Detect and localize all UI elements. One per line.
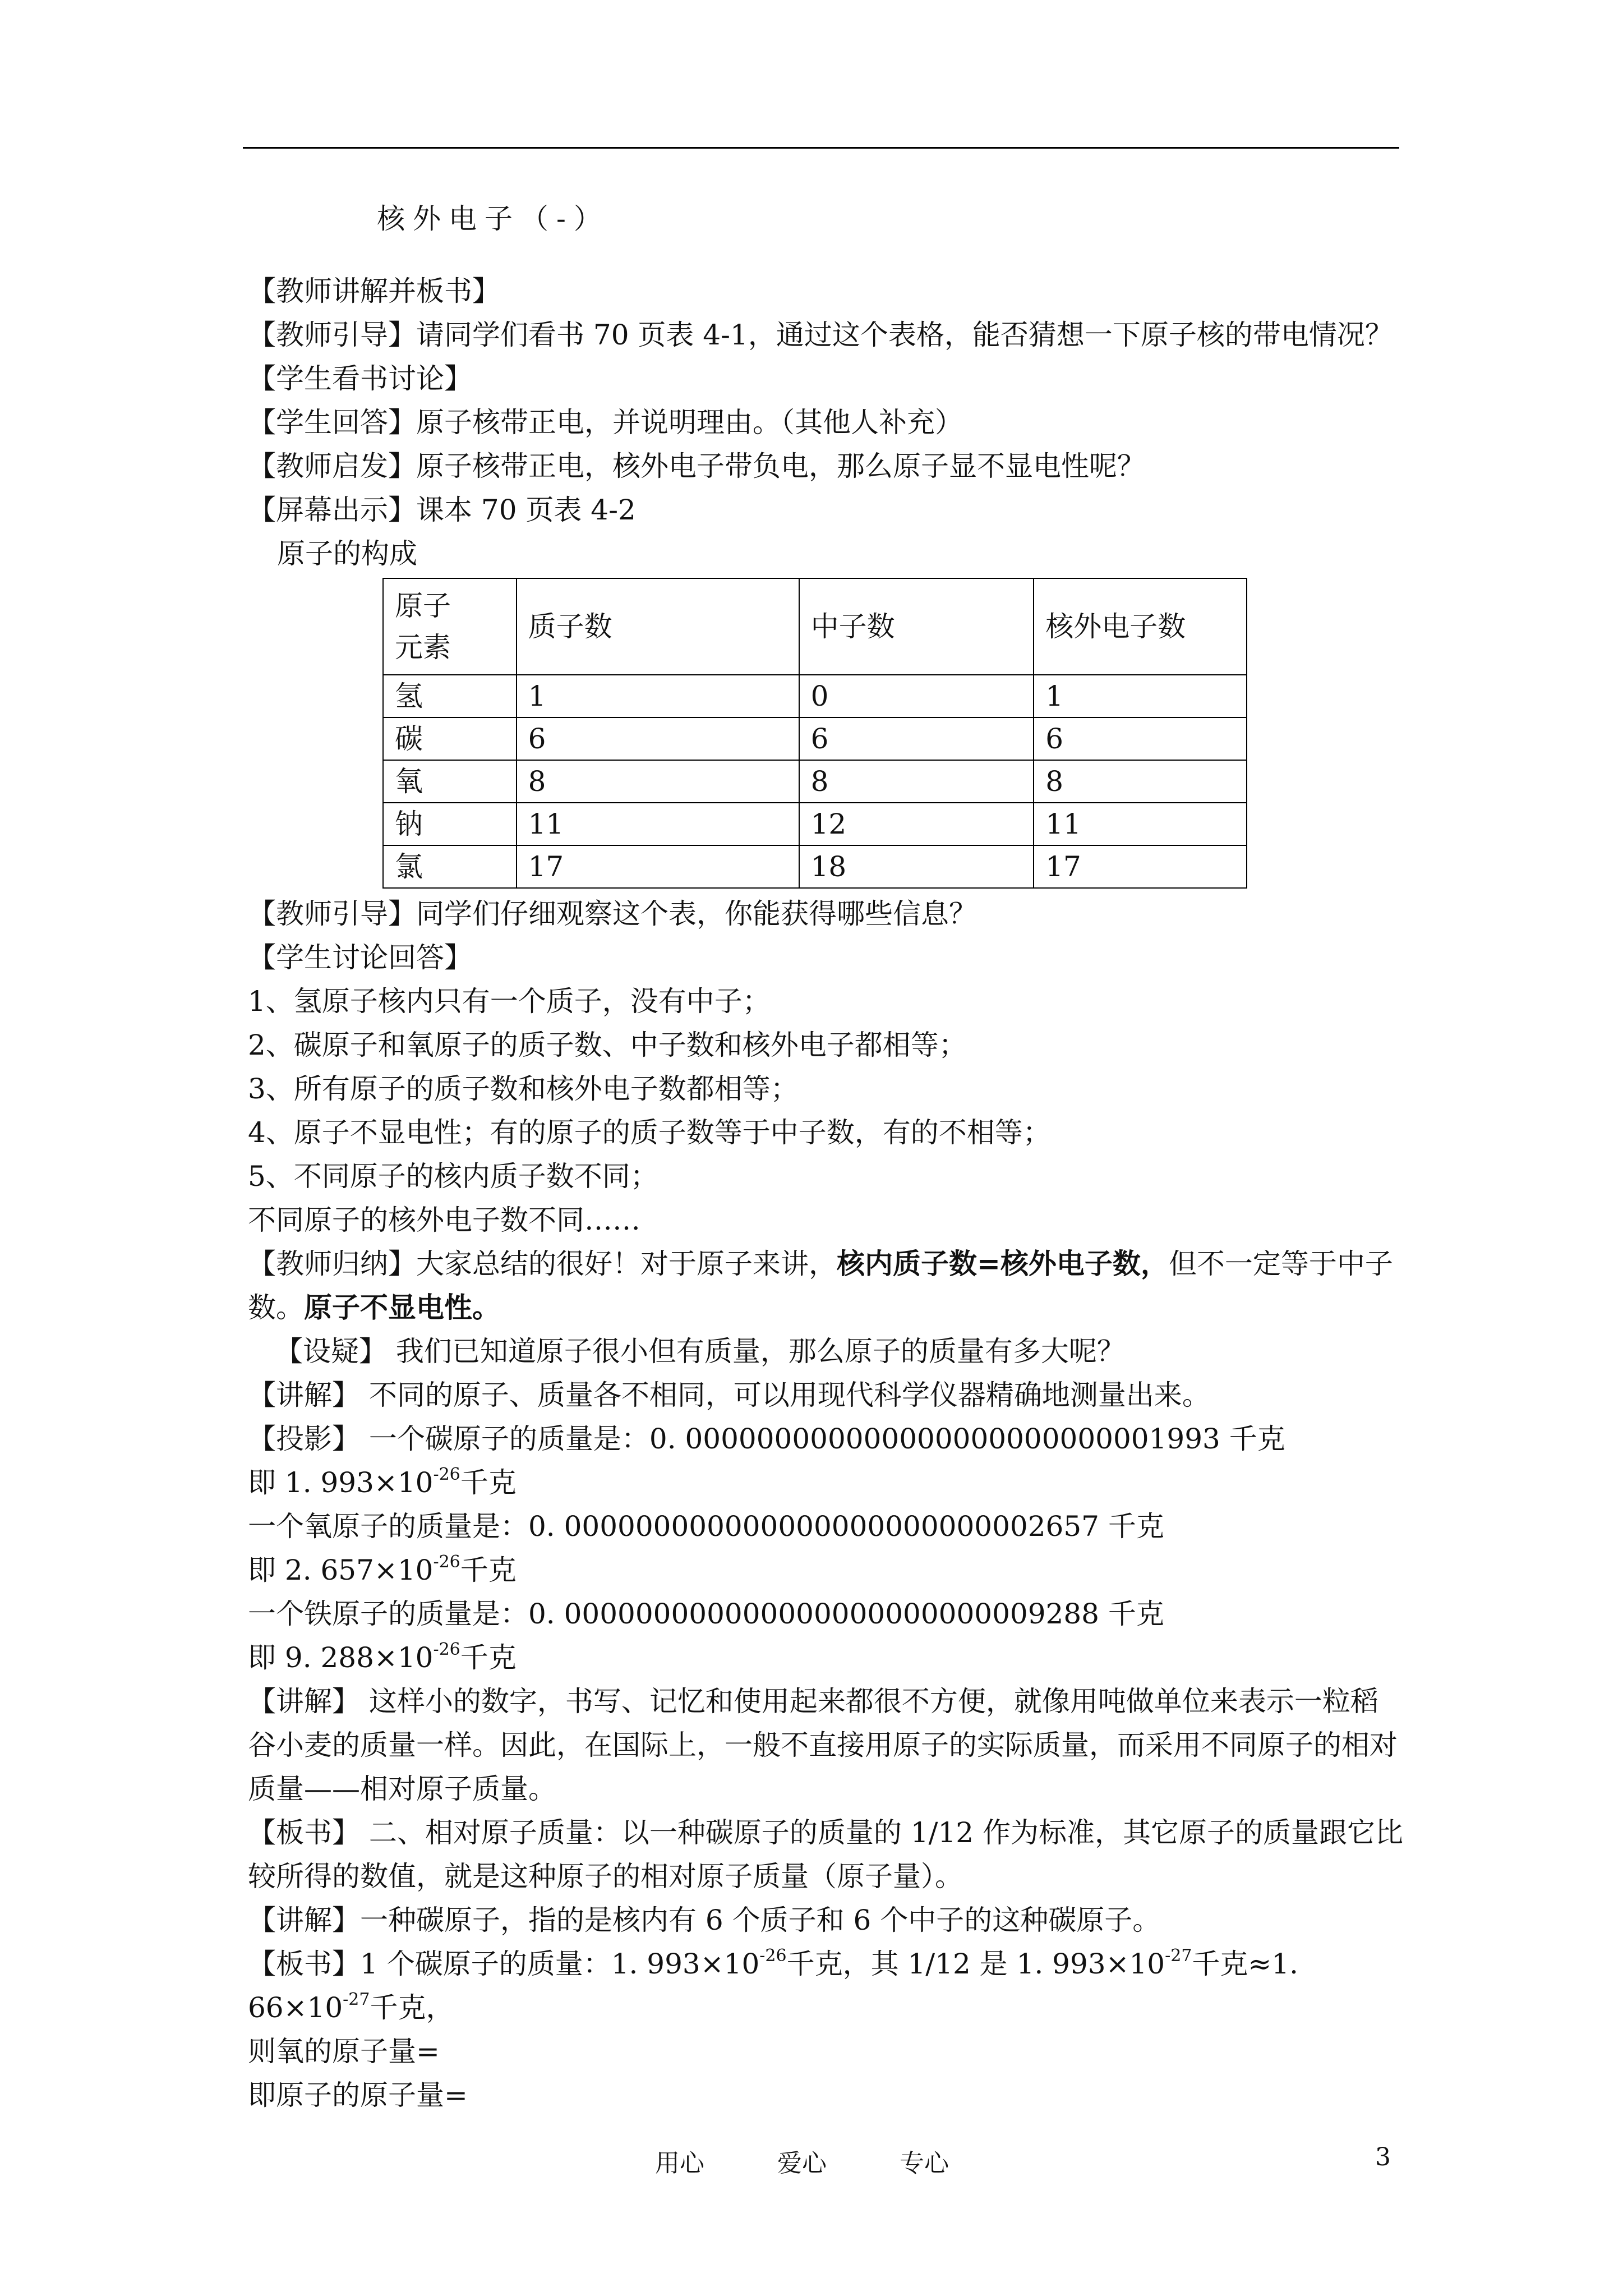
sci-base: 即 9. 288×10 — [248, 1641, 434, 1674]
formula-part: 千克≈1. 66×10 — [248, 1948, 1299, 2024]
list-item: 2、碳原子和氧原子的质子数、中子数和核外电子都相等； — [248, 1029, 967, 1061]
scientific-notation — [248, 1548, 1403, 1592]
list-item: 4、原子不显电性；有的原子的质子数等于中子数，有的不相等； — [248, 1116, 1051, 1149]
summary-middle: 但不一定等于中子数。 — [248, 1248, 1393, 1324]
sci-exponent: -26 — [433, 1640, 460, 1659]
page-title: 核外电子（-） — [377, 203, 610, 235]
table-cell: 氢 — [383, 675, 517, 717]
header-line: 原子 — [395, 590, 451, 622]
list-item: 5、不同原子的核内质子数不同； — [248, 1160, 658, 1193]
sci-unit: 千克 — [460, 1466, 517, 1499]
footer-motto — [655, 2143, 1022, 2179]
table-cell: 钠 — [383, 803, 517, 845]
table-cell: 1 — [517, 675, 799, 717]
table-cell: 17 — [1034, 845, 1247, 888]
paragraph: 【学生讨论回答】 — [248, 941, 472, 974]
paragraph: 【教师引导】请同学们看书 70 页表 4-1，通过这个表格，能否猜想一下原子核的带电情况？ — [248, 319, 1393, 351]
page-number: 3 — [1375, 2143, 1391, 2171]
table-cell: 0 — [799, 675, 1034, 717]
sci-unit: 千克 — [460, 1554, 517, 1586]
table-row — [383, 760, 1247, 803]
scientific-notation — [248, 1636, 1403, 1680]
sci-base: 即 2. 657×10 — [248, 1554, 434, 1586]
sci-exponent: -27 — [1165, 1946, 1192, 1966]
table-cell: 氯 — [383, 845, 517, 888]
summary-paragraph — [248, 1242, 1403, 1329]
paragraph: 【讲解】 这样小的数字，书写、记忆和使用起来都很不方便，就像用吨做单位来表示一粒稻谷小麦的质量一样。因此，在国际上，一般不直接用原子的实际质量，而采用不同原子的相对质量——相对原子质量。 — [248, 1685, 1398, 1805]
sci-unit: 千克 — [460, 1641, 517, 1674]
table-header-row — [383, 578, 1247, 675]
table-header-cell: 质子数 — [517, 578, 799, 675]
table-cell: 17 — [517, 845, 799, 888]
table-caption: 原子的构成 — [277, 537, 417, 570]
table-cell: 11 — [1034, 803, 1247, 845]
table-cell: 11 — [517, 803, 799, 845]
paragraph: 【设疑】 我们已知道原子很小但有质量，那么原子的质量有多大呢？ — [275, 1335, 1125, 1368]
table-cell: 12 — [799, 803, 1034, 845]
table-cell: 18 — [799, 845, 1034, 888]
table-cell: 6 — [1034, 717, 1247, 760]
paragraph: 【教师启发】原子核带正电，核外电子带负电，那么原子显不显电性呢？ — [248, 450, 1145, 482]
table-cell: 1 — [1034, 675, 1247, 717]
list-item: 1、氢原子核内只有一个质子，没有中子； — [248, 985, 771, 1018]
table-row — [383, 803, 1247, 845]
summary-bold-conclusion: 原子不显电性。 — [304, 1291, 500, 1324]
formula-part: 千克，其 1/12 是 1. 993×10 — [786, 1948, 1165, 1980]
paragraph: 【学生回答】原子核带正电，并说明理由。（其他人补充） — [248, 406, 963, 439]
paragraph: 一个氧原子的质量是：0. 000000000000000000000000002657 千克 — [248, 1510, 1164, 1543]
table-header-cell: 中子数 — [799, 578, 1034, 675]
table-cell: 8 — [799, 760, 1034, 803]
sci-exponent: -26 — [433, 1465, 460, 1484]
document-body — [248, 269, 1403, 2117]
summary-bold-equation: 核内质子数=核外电子数， — [837, 1247, 1169, 1280]
header-rule — [243, 147, 1399, 149]
sci-exponent: -26 — [433, 1552, 460, 1572]
table-cell: 碳 — [383, 717, 517, 760]
paragraph: 【教师引导】同学们仔细观察这个表，你能获得哪些信息？ — [248, 898, 977, 930]
table-header-cell: 核外电子数 — [1034, 578, 1247, 675]
board-formula — [248, 1942, 1403, 2030]
formula-part: 【板书】1 个碳原子的质量：1. 993×10 — [248, 1948, 760, 1980]
table-row — [383, 675, 1247, 717]
paragraph: 【投影】 一个碳原子的质量是：0. 000000000000000000000000001993 千克 — [248, 1423, 1285, 1455]
table-row — [383, 717, 1247, 760]
paragraph: 【教师讲解并板书】 — [248, 275, 500, 307]
table-row — [383, 845, 1247, 888]
table-cell: 8 — [1034, 760, 1247, 803]
paragraph: 【讲解】 不同的原子、质量各不相同，可以用现代科学仪器精确地测量出来。 — [248, 1379, 1210, 1411]
table-cell: 6 — [799, 717, 1034, 760]
footer-word: 爱心 — [777, 2149, 827, 2178]
header-line: 元素 — [395, 631, 451, 664]
paragraph: 【板书】 二、相对原子质量：以一种碳原子的质量的 1/12 作为标准，其它原子的质量跟它比较所得的数值，就是这种原子的相对原子质量（原子量）。 — [248, 1816, 1403, 1893]
paragraph: 【屏幕出示】课本 70 页表 4-2 — [248, 494, 636, 526]
footer-word: 专心 — [900, 2149, 949, 2178]
table-cell: 氧 — [383, 760, 517, 803]
atom-composition-table — [382, 578, 1247, 889]
paragraph: 一个铁原子的质量是：0. 000000000000000000000000009288 千克 — [248, 1598, 1164, 1630]
table-cell: 6 — [517, 717, 799, 760]
footer-word: 用心 — [655, 2149, 704, 2178]
sci-exponent: -27 — [343, 1990, 370, 2009]
paragraph: 【讲解】一种碳原子，指的是核内有 6 个质子和 6 个中子的这种碳原子。 — [248, 1904, 1161, 1936]
list-item: 不同原子的核外电子数不同…… — [248, 1204, 640, 1236]
list-item: 3、所有原子的质子数和核外电子数都相等； — [248, 1073, 799, 1105]
paragraph: 【学生看书讨论】 — [248, 362, 472, 395]
table-header-cell — [383, 578, 517, 675]
summary-prefix: 【教师归纳】大家总结的很好！对于原子来讲， — [248, 1248, 837, 1280]
table-cell: 8 — [517, 760, 799, 803]
paragraph: 即原子的原子量= — [248, 2079, 468, 2111]
paragraph: 则氧的原子量= — [248, 2035, 440, 2068]
sci-base: 即 1. 993×10 — [248, 1466, 434, 1499]
scientific-notation — [248, 1461, 1403, 1504]
sci-exponent: -26 — [759, 1946, 787, 1966]
formula-part: 千克， — [370, 1991, 454, 2024]
